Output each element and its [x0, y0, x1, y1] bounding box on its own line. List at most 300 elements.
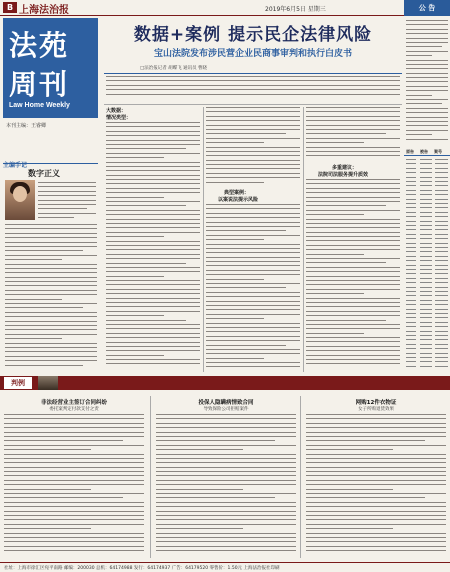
text-line: [206, 323, 300, 324]
text-line: [4, 427, 144, 428]
notice-table-row: [406, 246, 448, 250]
text-line: [156, 493, 296, 494]
text-line: [156, 515, 296, 516]
bottom-article-subhead: 导致保险公司拒赔案件: [203, 407, 249, 412]
bottom-articles: [0, 392, 450, 560]
text-line: [206, 327, 300, 328]
notice-table-row: [406, 237, 448, 241]
text-line: [4, 524, 144, 525]
text-line: [38, 213, 96, 214]
text-line: [106, 236, 164, 237]
text-line: [306, 333, 364, 334]
text-line: [206, 345, 286, 346]
text-line: [106, 350, 200, 351]
text-line: [106, 80, 400, 81]
text-line: [106, 271, 200, 272]
text-line: [156, 511, 296, 512]
notice-table-row: [406, 206, 448, 210]
text-line: [156, 454, 296, 455]
text-line: [5, 285, 97, 286]
text-line: [106, 280, 200, 281]
notice-column: [404, 18, 450, 374]
text-line: [156, 471, 296, 472]
text-line: [306, 515, 446, 516]
text-line: [106, 205, 186, 206]
text-line: [206, 142, 264, 143]
text-line: [156, 432, 296, 433]
text-line: [306, 289, 400, 290]
text-line: [38, 195, 96, 196]
text-line: [106, 293, 200, 294]
text-line: [156, 462, 296, 463]
masthead-logo: B: [3, 2, 17, 13]
text-line: [106, 346, 200, 347]
text-line: [406, 60, 448, 61]
text-line: [106, 122, 200, 123]
text-line: [106, 337, 200, 338]
lead-column-2-bottom: [206, 204, 300, 372]
text-line: [406, 81, 448, 82]
text-line: [206, 164, 300, 165]
text-line: [406, 112, 448, 113]
text-line: [5, 228, 97, 229]
text-line: [306, 484, 446, 485]
column-body: [5, 224, 97, 372]
text-line: [306, 183, 400, 184]
text-line: [306, 423, 446, 424]
text-line: [206, 226, 300, 227]
text-line: [4, 449, 91, 450]
text-line: [206, 296, 300, 297]
text-line: [206, 252, 300, 253]
footer: 社址：上海市徐汇区宛平南路 邮编：200030 总机：64174988 发行：64174937 广告：64179520 零售价：1.50元 上海法治报社印刷: [0, 562, 450, 572]
text-line: [206, 353, 300, 354]
notice-table-row: [406, 272, 448, 276]
text-line: [4, 467, 144, 468]
text-line: [406, 51, 448, 52]
text-line: [306, 320, 386, 321]
text-line: [106, 148, 186, 149]
section-banner: [0, 376, 450, 390]
notice-table-row: [406, 176, 448, 180]
notice-table-col: 被告: [420, 149, 428, 154]
lead-column-2-top: [206, 107, 300, 187]
text-line: [106, 289, 200, 290]
notice-table-row: [406, 338, 448, 342]
text-line: [106, 245, 200, 246]
text-line: [106, 192, 200, 193]
lead-column-1: [106, 122, 200, 372]
text-line: [206, 173, 300, 174]
text-line: [306, 284, 400, 285]
text-line: [5, 299, 62, 300]
text-line: [38, 182, 96, 183]
text-line: [306, 249, 400, 250]
text-line: [106, 140, 200, 141]
text-line: [406, 33, 448, 34]
bottom-article-headline: 非法经营业主签订合同纠纷: [40, 400, 107, 406]
lead-intro-rule: [104, 104, 402, 105]
lead-section-heading: 多重建议：: [332, 165, 358, 171]
text-line: [106, 227, 200, 228]
notice-table-row: [406, 184, 448, 188]
text-line: [106, 333, 200, 334]
text-line: [4, 471, 144, 472]
text-line: [306, 223, 400, 224]
text-line: [406, 95, 432, 96]
text-line: [406, 38, 448, 39]
column-title: 数字正义: [28, 169, 60, 178]
text-line: [4, 432, 144, 433]
text-line: [306, 262, 386, 263]
notice-tab: 公 告: [404, 0, 450, 16]
text-line: [5, 321, 97, 322]
text-line: [156, 541, 296, 542]
text-line: [206, 160, 300, 161]
supplement-title-line1: 法苑: [9, 29, 70, 62]
text-line: [106, 188, 200, 189]
text-line: [5, 290, 97, 291]
column-divider: [303, 107, 304, 372]
text-line: [106, 175, 200, 176]
text-line: [406, 77, 448, 78]
text-line: [306, 214, 364, 215]
text-line: [106, 254, 200, 255]
notice-table-col: 原告: [406, 149, 414, 154]
text-line: [206, 366, 300, 367]
notice-table-row: [406, 242, 448, 246]
text-line: [306, 129, 400, 130]
text-line: [306, 271, 400, 272]
text-line: [106, 324, 200, 325]
text-line: [5, 255, 97, 256]
text-line: [106, 342, 200, 343]
text-line: [306, 254, 364, 255]
text-line: [4, 528, 91, 529]
left-column: [0, 18, 100, 374]
text-line: [106, 166, 200, 167]
bottom-article-body: [156, 414, 296, 558]
text-line: [4, 550, 144, 551]
notice-table-row: [406, 220, 448, 224]
text-line: [306, 328, 400, 329]
text-line: [406, 86, 448, 87]
notice-table-row: [406, 171, 448, 175]
text-line: [306, 550, 446, 551]
text-line: [206, 222, 300, 223]
text-line: [206, 107, 300, 108]
text-line: [406, 139, 448, 140]
bottom-article-headline: 网购12件衣物证: [355, 400, 397, 406]
text-line: [306, 302, 400, 303]
text-line: [5, 316, 97, 317]
text-line: [206, 270, 300, 271]
text-line: [38, 208, 87, 209]
text-line: [156, 533, 296, 534]
text-line: [306, 445, 446, 446]
notice-table-row: [406, 286, 448, 290]
text-line: [156, 546, 296, 547]
text-line: [156, 489, 243, 490]
text-line: [4, 497, 123, 498]
text-line: [306, 414, 446, 415]
bottom-article-subhead: 女子所购退货效果: [358, 407, 394, 412]
text-line: [106, 359, 200, 360]
text-line: [4, 458, 144, 459]
text-line: [156, 467, 296, 468]
text-line: [306, 133, 386, 134]
text-line: [156, 449, 243, 450]
text-line: [106, 144, 200, 145]
text-line: [5, 356, 97, 357]
notice-table-row: [406, 316, 448, 320]
text-line: [306, 210, 400, 211]
text-line: [306, 219, 400, 220]
lead-headline: 数据+案例 提示民企法律风险: [133, 25, 373, 45]
text-line: [206, 265, 300, 266]
text-line: [5, 343, 97, 344]
text-line: [306, 471, 446, 472]
text-line: [206, 217, 300, 218]
text-line: [206, 133, 286, 134]
text-line: [406, 134, 432, 135]
notice-table-row: [406, 189, 448, 193]
text-line: [206, 349, 300, 350]
text-line: [306, 524, 446, 525]
text-line: [206, 336, 300, 337]
text-line: [38, 217, 74, 218]
text-line: [206, 239, 264, 240]
banner-photo: [38, 376, 58, 390]
text-line: [306, 179, 400, 180]
text-line: [5, 277, 97, 278]
text-line: [106, 85, 400, 86]
notice-table-row: [406, 303, 448, 307]
notice-table-row: [406, 325, 448, 329]
text-line: [406, 42, 448, 43]
text-line: [106, 135, 200, 136]
notice-body: [406, 20, 448, 146]
text-line: [306, 436, 446, 437]
text-line: [306, 107, 400, 108]
text-line: [206, 235, 300, 236]
notice-table-row: [406, 268, 448, 272]
author-photo: [5, 180, 35, 220]
text-line: [106, 232, 200, 233]
text-line: [406, 108, 448, 109]
lead-section-heading: 法院司法服务提升质效: [318, 172, 369, 178]
notice-table-row: [406, 259, 448, 263]
text-line: [206, 168, 300, 169]
notice-table-row: [406, 264, 448, 268]
text-line: [306, 454, 446, 455]
text-line: [106, 210, 200, 211]
text-line: [5, 233, 97, 234]
text-line: [106, 157, 164, 158]
text-line: [406, 90, 448, 91]
text-line: [206, 213, 300, 214]
text-line: [306, 497, 425, 498]
notice-table-row: [406, 162, 448, 166]
text-line: [106, 201, 200, 202]
column-body-beside-photo: [38, 182, 96, 222]
text-line: [4, 436, 144, 437]
text-line: [306, 311, 400, 312]
text-line: [206, 147, 300, 148]
text-line: [306, 506, 446, 507]
text-line: [306, 315, 400, 316]
text-line: [406, 121, 448, 122]
text-line: [406, 64, 448, 65]
text-line: [206, 182, 264, 183]
text-line: [156, 436, 296, 437]
text-line: [206, 116, 300, 117]
text-line: [306, 205, 386, 206]
text-line: [106, 355, 164, 356]
text-line: [106, 170, 200, 171]
text-line: [206, 125, 300, 126]
text-line: [106, 311, 200, 312]
text-line: [4, 489, 91, 490]
text-line: [5, 264, 97, 265]
text-line: [4, 462, 144, 463]
notice-table-row: [406, 343, 448, 347]
text-line: [5, 360, 97, 361]
text-line: [306, 519, 446, 520]
column-label-bar: [3, 152, 98, 169]
text-line: [106, 219, 200, 220]
text-line: [306, 462, 446, 463]
column-divider: [150, 396, 151, 558]
text-line: [206, 318, 264, 319]
text-line: [306, 346, 400, 347]
notice-table-row: [406, 356, 448, 360]
author-face: [13, 186, 27, 202]
text-line: [4, 484, 144, 485]
text-line: [106, 315, 164, 316]
text-line: [406, 130, 448, 131]
text-line: [156, 497, 275, 498]
text-line: [306, 480, 446, 481]
text-line: [4, 475, 144, 476]
text-line: [206, 331, 300, 332]
banner-tag: 判例: [4, 377, 32, 389]
supplement-editor: 本刊主编：王睿卿: [6, 123, 47, 129]
text-line: [5, 268, 97, 269]
text-line: [206, 274, 300, 275]
notice-table-row: [406, 228, 448, 232]
text-line: [5, 259, 62, 260]
notice-table-row: [406, 308, 448, 312]
lead-subhead: 宝山法院发布涉民营企业民商事审判和执行白皮书: [153, 49, 352, 59]
text-line: [106, 183, 200, 184]
text-line: [306, 432, 446, 433]
text-line: [5, 329, 97, 330]
text-line: [206, 244, 300, 245]
text-line: [306, 138, 400, 139]
masthead-bar: [0, 0, 450, 16]
text-line: [406, 46, 442, 47]
text-line: [206, 358, 264, 359]
text-line: [306, 298, 400, 299]
notice-table-row: [406, 330, 448, 334]
text-line: [4, 546, 144, 547]
text-line: [206, 120, 300, 121]
text-line: [4, 414, 144, 415]
lead-section-heading: 典型案例：: [224, 190, 250, 196]
text-line: [306, 537, 446, 538]
text-line: [4, 454, 144, 455]
text-line: [106, 302, 200, 303]
text-line: [106, 276, 164, 277]
text-line: [306, 440, 425, 441]
notice-table-row: [406, 224, 448, 228]
text-line: [106, 162, 200, 163]
notice-table-row: [406, 180, 448, 184]
text-line: [106, 328, 200, 329]
text-line: [5, 250, 83, 251]
text-line: [106, 298, 200, 299]
bottom-article-body: [4, 414, 144, 558]
supplement-title-line2: 周刊: [9, 68, 70, 101]
text-line: [306, 337, 400, 338]
text-line: [4, 480, 144, 481]
text-line: [206, 208, 300, 209]
notice-table-row: [406, 193, 448, 197]
lead-section-heading: 以案说法提示风险: [218, 197, 259, 203]
text-line: [306, 293, 364, 294]
column-divider: [300, 396, 301, 558]
text-line: [206, 177, 300, 178]
notice-table-row: [406, 277, 448, 281]
text-line: [206, 301, 300, 302]
text-line: [106, 126, 200, 127]
text-line: [306, 541, 446, 542]
text-line: [156, 528, 243, 529]
notice-table-row: [406, 365, 448, 369]
text-line: [206, 292, 300, 293]
text-line: [306, 197, 400, 198]
text-line: [106, 223, 200, 224]
column-divider: [203, 107, 204, 372]
notice-table-row: [406, 281, 448, 285]
masthead-date: 2019年6月5日 星期三: [265, 6, 326, 13]
text-line: [106, 89, 400, 90]
text-line: [306, 201, 400, 202]
text-line: [206, 257, 300, 258]
text-line: [306, 151, 400, 152]
text-line: [156, 519, 296, 520]
notice-table-row: [406, 202, 448, 206]
text-line: [38, 186, 96, 187]
text-line: [206, 362, 300, 363]
text-line: [4, 506, 144, 507]
text-line: [4, 445, 144, 446]
text-line: [156, 475, 296, 476]
notice-table-row: [406, 290, 448, 294]
text-line: [406, 117, 448, 118]
text-line: [306, 125, 400, 126]
text-line: [156, 440, 275, 441]
text-line: [206, 151, 300, 152]
notice-table-row: [406, 299, 448, 303]
text-line: [406, 20, 448, 21]
text-line: [406, 55, 432, 56]
notice-table-header: [404, 148, 450, 156]
text-line: [38, 200, 96, 201]
text-line: [156, 445, 296, 446]
text-line: [306, 258, 400, 259]
